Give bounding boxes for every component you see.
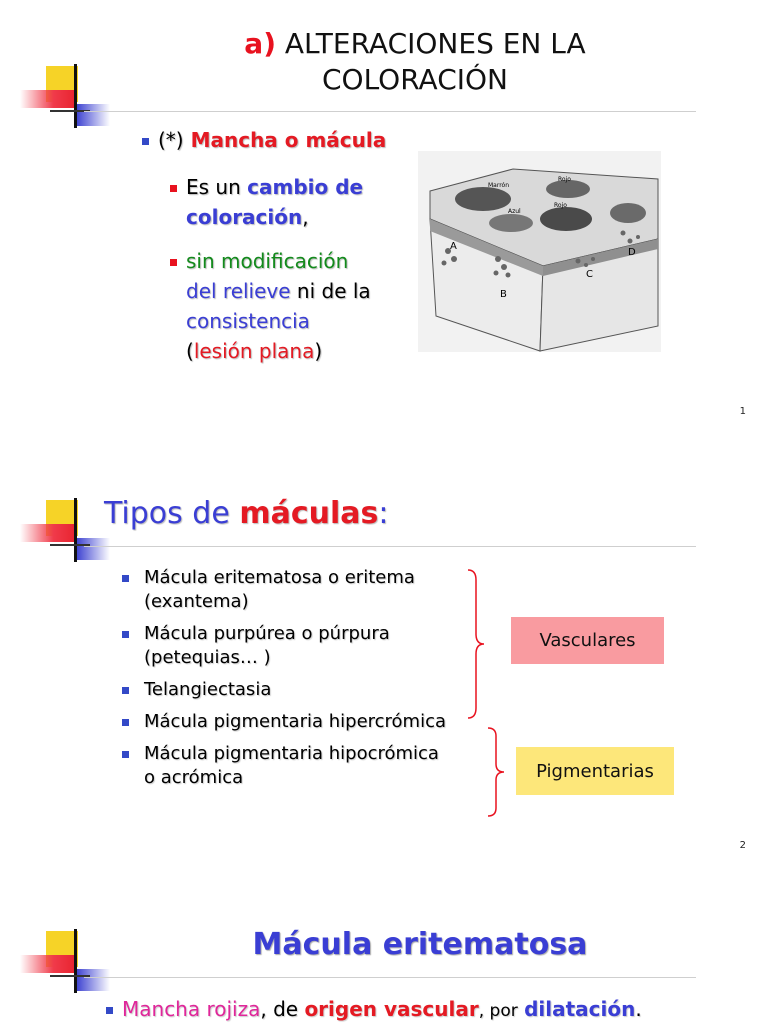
label-d: D <box>628 247 636 258</box>
bullet-square-icon <box>122 575 129 582</box>
title-rule <box>84 546 696 547</box>
title-colon: : <box>378 496 389 531</box>
title-line-2: COLORACIÓN <box>321 63 508 96</box>
sub1-highlight2: coloración <box>186 205 303 229</box>
open-paren: ( <box>186 339 194 363</box>
item-line2: (petequias… ) <box>144 647 271 668</box>
label-b: B <box>500 289 507 300</box>
item-line1: Mácula eritematosa o eritema <box>144 567 415 588</box>
slide-title: Mácula eritematosa <box>252 927 588 962</box>
skin-block-illustration <box>418 151 661 352</box>
macula-types-list <box>122 566 482 798</box>
sub1-post: , <box>302 205 309 229</box>
title-prefix: a) <box>244 27 276 60</box>
label-azul: Azul <box>508 208 521 215</box>
slide-1 <box>0 0 768 430</box>
label-a: A <box>450 241 457 252</box>
bullet-p3: origen vascular <box>304 997 479 1021</box>
list-item <box>122 622 482 670</box>
slide3-bullet <box>106 997 642 1021</box>
item-line2: (exantema) <box>144 591 249 612</box>
bullet-term: Mancha o mácula <box>190 128 387 152</box>
bullet-p4: , por <box>478 1001 518 1021</box>
sub2-part5: lesión plana <box>193 339 315 363</box>
skin-lesion-figure <box>418 151 661 352</box>
item-line2: o acrómica <box>144 767 244 788</box>
corner-logo-icon <box>10 64 110 134</box>
bullet-square-icon <box>142 138 149 145</box>
bullet-square-icon <box>122 719 129 726</box>
bullet-square-icon <box>106 1007 113 1014</box>
bullet-p5: dilatación <box>524 997 636 1021</box>
sub-bullet-1 <box>170 172 410 232</box>
sub2-part1: sin modificación <box>186 249 349 273</box>
slide-3 <box>0 905 768 1024</box>
bullet-square-icon <box>122 631 129 638</box>
sub2-part4: consistencia <box>186 309 310 333</box>
vascular-group-box: Vasculares <box>511 617 664 664</box>
title-line-1: ALTERACIONES EN LA <box>284 27 586 60</box>
bullet-p1: Mancha rojiza <box>122 997 261 1021</box>
label-marron: Marrón <box>488 182 510 189</box>
sub-bullet-2 <box>170 246 410 366</box>
title-rule <box>84 111 696 112</box>
slide-2 <box>0 470 768 860</box>
item-line1: Telangiectasia <box>144 679 272 700</box>
item-line1: Mácula pigmentaria hipocrómica <box>144 743 439 764</box>
title-pre: Tipos de <box>104 496 230 531</box>
pigment-brace-icon <box>486 726 510 818</box>
corner-logo-icon <box>10 498 110 568</box>
item-line1: Mácula pigmentaria hipercrómica <box>144 711 447 732</box>
page-number: 2 <box>739 840 746 851</box>
pigment-group-box: Pigmentarias <box>516 747 674 795</box>
close-paren: ) <box>314 339 323 363</box>
bullet-square-icon <box>170 185 177 192</box>
label-rojo-1: Rojo <box>558 176 571 183</box>
list-item <box>122 710 482 734</box>
label-rojo-2: Rojo <box>554 202 567 209</box>
sub2-part3: ni de la <box>296 279 371 303</box>
sub1-highlight1: cambio de <box>247 175 364 199</box>
bullet-p2: , de <box>260 997 299 1021</box>
bullet-p6: . <box>635 997 642 1021</box>
sub1-pre: Es un <box>186 175 241 199</box>
sub2-part2: del relieve <box>186 279 291 303</box>
bullet-square-icon <box>170 259 177 266</box>
bullet-square-icon <box>122 687 129 694</box>
main-bullet <box>142 128 386 152</box>
label-c: C <box>586 269 593 280</box>
page-number: 1 <box>739 406 746 417</box>
bullet-prefix: (*) <box>158 128 184 152</box>
list-item <box>122 678 482 702</box>
vascular-brace-icon <box>466 568 490 720</box>
slide-title <box>104 496 389 531</box>
item-line1: Mácula purpúrea o púrpura <box>144 623 390 644</box>
title-term: máculas <box>239 496 379 531</box>
slide-title <box>170 26 660 98</box>
list-item <box>122 742 482 790</box>
list-item <box>122 566 482 614</box>
corner-logo-icon <box>10 929 110 999</box>
title-rule <box>84 977 696 978</box>
bullet-square-icon <box>122 751 129 758</box>
